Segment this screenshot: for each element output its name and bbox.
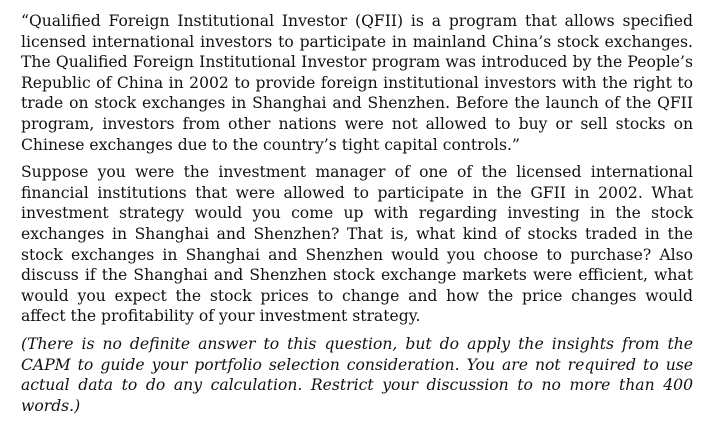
instruction-note: (There is no definite answer to this question, but do apply the insights from the CAPM to guide your portfolio selection consideration. You are not required to use actual data to do any calculation. Restrict your discussion to no more than 400 words.) (21, 334, 693, 415)
question-paragraph: Suppose you were the investment manager of one of the licensed international financial institutions that were allowed to participate in the GFII in 2002. What investment strategy would you come up with regarding investing in the stock exchanges in Shanghai and Shenzhen? That is, what kind of stocks traded in the stock exchanges in Shanghai and Shenzhen would you choose to purchase? Also discuss if the Shanghai and Shenzhen stock exchange markets were efficient, what would you expect the stock prices to change and how the price changes would affect the profitability of your investment strategy. (21, 163, 693, 326)
document-body (21, 11, 693, 416)
cropped-text-fragment (0, 0, 725, 5)
quoted-definition-paragraph: “Qualified Foreign Institutional Investor (QFII) is a program that allows specified licensed international investors to participate in mainland China’s stock exchanges. The Qualified Foreign Institutional Investor program was introduced by the People’s Republic of China in 2002 to provide foreign institutional investors with the right to trade on stock exchanges in Shanghai and Shenzhen. Before the launch of the QFII program, investors from other nations were not allowed to buy or sell stocks on Chinese exchanges due to the country’s tight capital controls.” (21, 12, 693, 154)
